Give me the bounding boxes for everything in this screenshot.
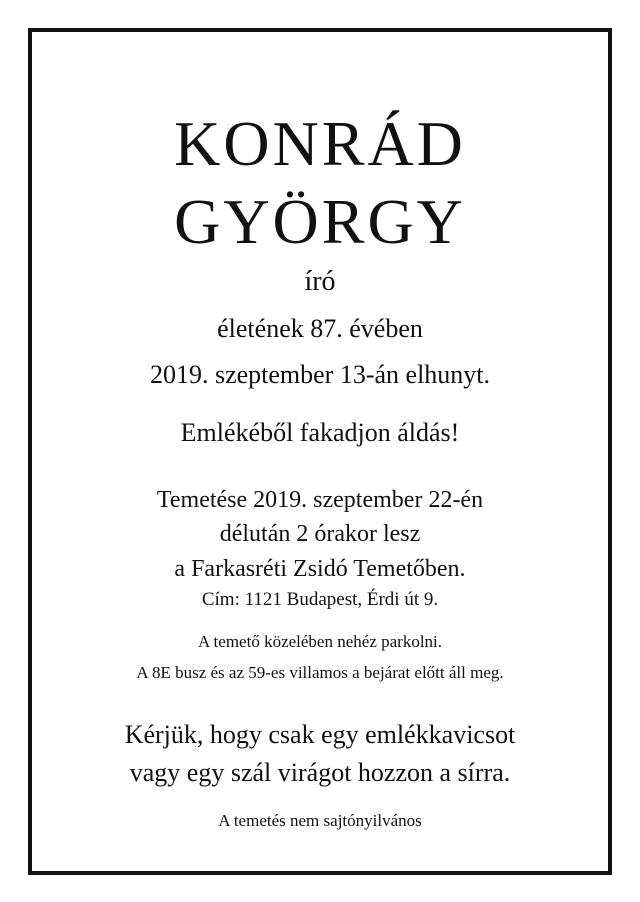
cemetery-address: Cím: 1121 Budapest, Érdi út 9. xyxy=(201,589,439,610)
deceased-surname: KONRÁD xyxy=(174,108,466,179)
funeral-place-line: a Farkasréti Zsidó Temetőben. xyxy=(174,556,466,582)
age-line: életének 87. évében xyxy=(217,314,423,343)
deceased-given-name: GYÖRGY xyxy=(174,186,466,257)
request-line-1: Kérjük, hogy csak egy emlékkavicsot xyxy=(124,720,516,749)
death-date-line: 2019. szeptember 13-án elhunyt. xyxy=(149,360,491,389)
funeral-date-line: Temetése 2019. szeptember 22-én xyxy=(156,487,484,513)
deceased-profession: író xyxy=(304,266,336,297)
parking-note: A temető közelében nehéz parkolni. xyxy=(197,632,443,651)
funeral-time-line: délután 2 órakor lesz xyxy=(219,521,421,547)
request-line-2: vagy egy szál virágot hozzon a sírra. xyxy=(129,758,511,787)
transport-note: A 8E busz és az 59-es villamos a bejárat előtt áll meg. xyxy=(136,663,504,682)
press-note: A temetés nem sajtónyilvános xyxy=(218,811,422,830)
blessing-line: Emlékéből fakadjon áldás! xyxy=(180,418,460,447)
